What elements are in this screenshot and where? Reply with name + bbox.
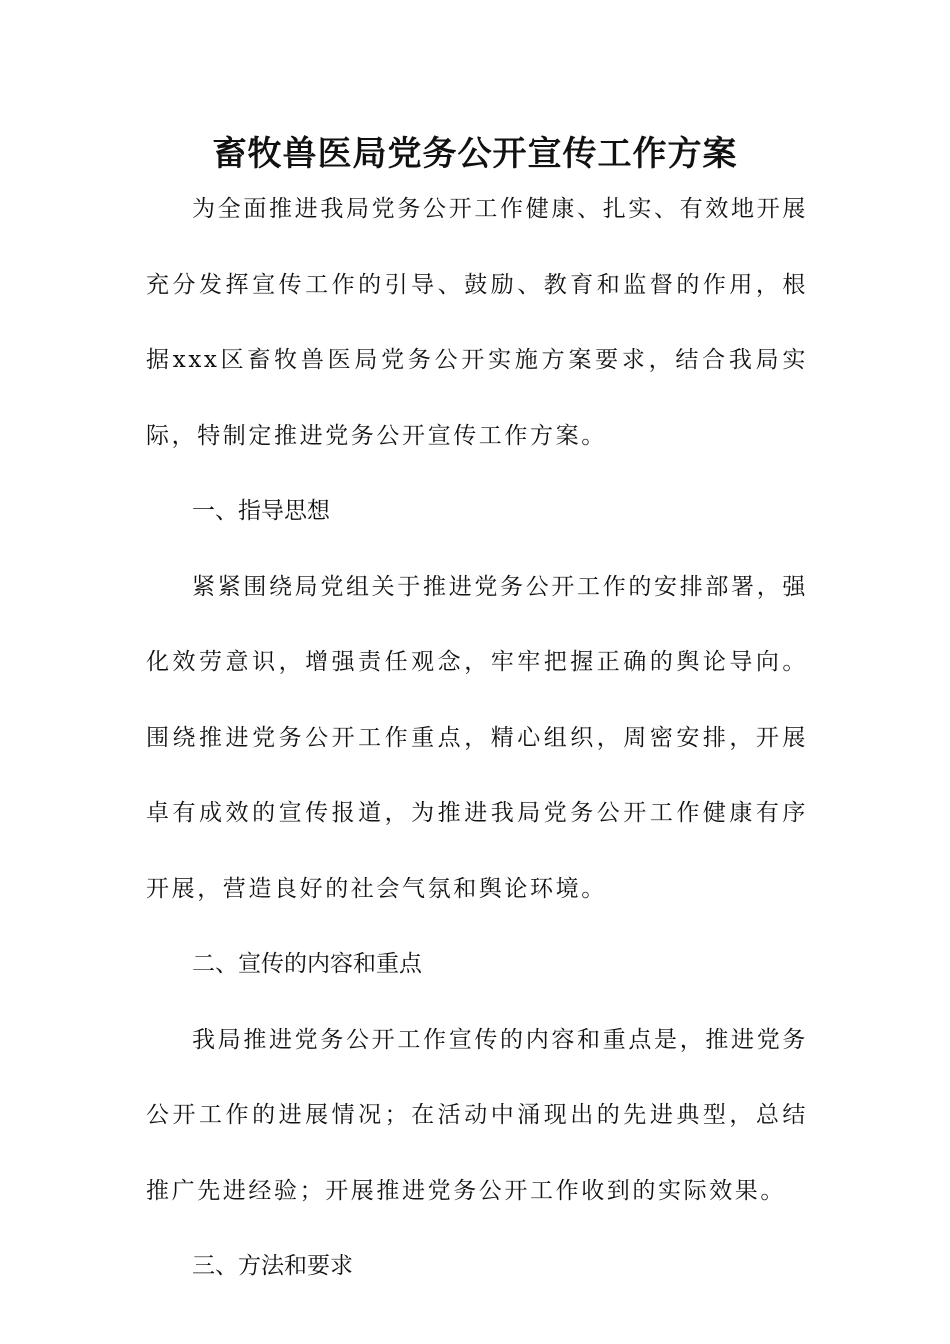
section-heading-content-focus: 二、宣传的内容和重点 [192,951,422,977]
section-heading-methods-requirements: 三、方法和要求 [192,1253,353,1279]
document-title: 畜牧兽医局党务公开宣传工作方案 [212,134,738,174]
intro-paragraph: 为全面推进我局党务公开工作健康、扎实、有效地开展充分发挥宣传工作的引导、鼓励、教育和监督的作用，根据xxx区畜牧兽医局党务公开实施方案要求，结合我局实际，特制定推进党务公开宣传工作方案。 [146,196,808,449]
document-body [146,172,808,1305]
section-body-content-focus: 我局推进党务公开工作宣传的内容和重点是，推进党务公开工作的进展情况；在活动中涌现出的先进典型，总结推广先进经验；开展推进党务公开工作收到的实际效果。 [146,1026,808,1204]
section-heading-guiding-thought: 一、指导思想 [192,498,330,524]
section-body-guiding-thought: 紧紧围绕局党组关于推进党务公开工作的安排部署，强化效劳意识，增强责任观念，牢牢把握正确的舆论导向。围绕推进党务公开工作重点，精心组织，周密安排，开展卓有成效的宣传报道，为推进我局党务公开工作健康有序开展，营造良好的社会气氛和舆论环境。 [146,573,808,902]
